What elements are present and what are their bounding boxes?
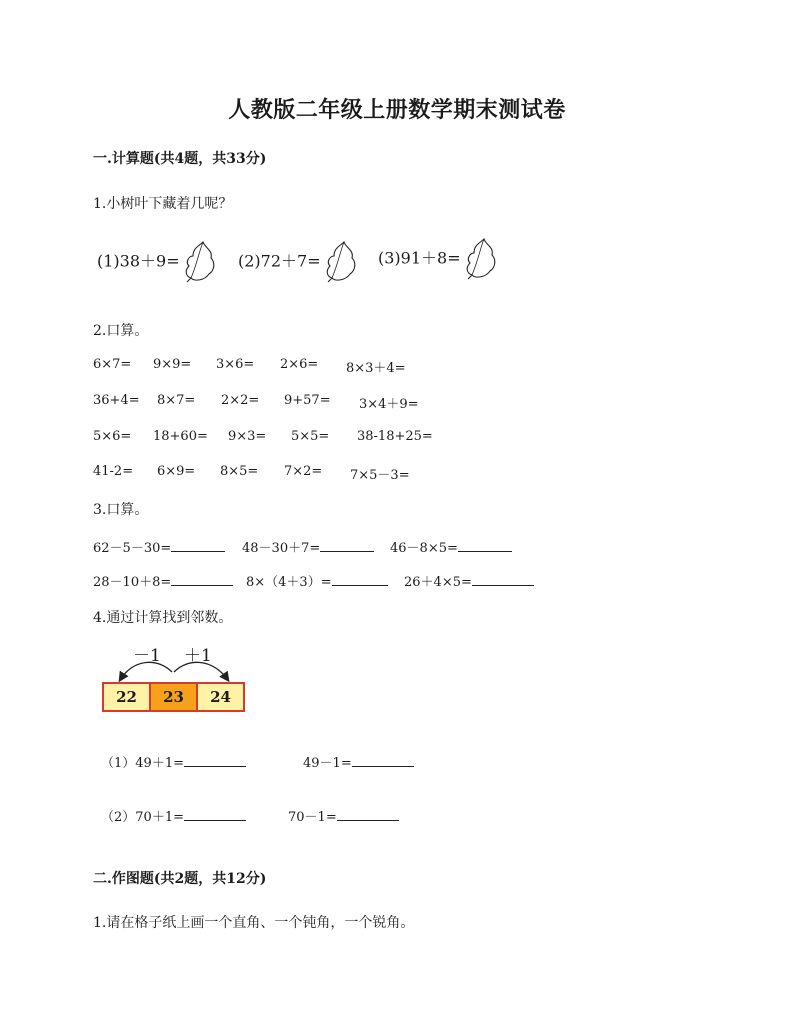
- fill-blank-item: [390, 537, 512, 556]
- fill-blank-expression: 26＋4×5=: [404, 575, 472, 590]
- oral-expression: 3×6=: [216, 357, 255, 372]
- question-3-prompt: 3.口算。: [93, 502, 149, 518]
- oral-expression: 2×2=: [221, 393, 260, 408]
- number-line-boxes: [102, 682, 245, 712]
- answer-blank[interactable]: [472, 573, 534, 586]
- fill-blank-item: [404, 571, 534, 590]
- oral-expression: 9+57=: [284, 393, 331, 408]
- answer-blank[interactable]: [184, 754, 246, 767]
- neighbor-expression: 70－1=: [288, 810, 337, 825]
- section-heading-calculation: 一.计算题(共4题，共33分): [93, 151, 267, 167]
- oral-expression: 9×9=: [153, 357, 192, 372]
- leaf-problem-text: (1)38＋9=: [97, 251, 180, 271]
- oral-expression: 6×9=: [157, 464, 196, 479]
- fill-blank-expression: 28－10＋8=: [93, 575, 172, 590]
- oral-expression: 7×2=: [284, 464, 323, 479]
- fill-blank-expression: 46－8×5=: [390, 541, 458, 556]
- oral-expression: 36+4=: [93, 393, 140, 408]
- leaf-problem-1: [97, 240, 217, 284]
- leaf-problem-text: (2)72＋7=: [238, 251, 321, 271]
- neighbor-item: [101, 752, 246, 771]
- neighbor-arrows: [100, 656, 250, 684]
- neighbor-expression: 49－1=: [303, 756, 352, 771]
- number-cell-right: 24: [196, 684, 243, 710]
- answer-blank[interactable]: [337, 808, 399, 821]
- answer-blank[interactable]: [320, 539, 374, 552]
- fill-blank-expression: 8×（4＋3）=: [246, 575, 332, 590]
- oral-expression: 8×3＋4=: [346, 361, 406, 376]
- neighbor-item: [101, 806, 246, 825]
- answer-blank[interactable]: [184, 808, 246, 821]
- answer-blank[interactable]: [458, 539, 512, 552]
- oral-expression: 3×4＋9=: [359, 397, 419, 412]
- fill-blank-expression: 62－5－30=: [93, 541, 172, 556]
- oral-expression: 8×7=: [157, 393, 196, 408]
- minus-one-label: －1: [133, 646, 161, 666]
- question-5-prompt: 1.请在格子纸上画一个直角、一个钝角，一个锐角。: [93, 915, 415, 931]
- fill-blank-item: [242, 537, 374, 556]
- leaf-icon: [183, 240, 217, 284]
- question-1-prompt: 1.小树叶下藏着几呢？: [93, 196, 233, 212]
- answer-blank[interactable]: [171, 573, 233, 586]
- neighbor-item: [303, 752, 414, 771]
- oral-expression: 18+60=: [153, 429, 208, 444]
- oral-expression: 5×5=: [291, 429, 330, 444]
- oral-expression: 5×6=: [93, 429, 132, 444]
- leaf-icon: [464, 237, 498, 281]
- oral-expression: 2×6=: [280, 357, 319, 372]
- answer-blank[interactable]: [352, 754, 414, 767]
- fill-blank-item: [246, 571, 388, 590]
- leaf-icon: [324, 240, 358, 284]
- oral-expression: 41-2=: [93, 464, 134, 479]
- arrow-left-icon: [120, 662, 172, 680]
- question-2-prompt: 2.口算。: [93, 323, 149, 339]
- number-cell-center: 23: [149, 684, 196, 710]
- arrow-right-icon: [174, 662, 228, 680]
- answer-blank[interactable]: [171, 539, 225, 552]
- oral-expression: 8×5=: [220, 464, 259, 479]
- plus-one-label: ＋1: [184, 646, 212, 666]
- fill-blank-item: [93, 537, 225, 556]
- oral-expression: 7×5－3=: [350, 468, 410, 483]
- leaf-problem-text: (3)91＋8=: [378, 248, 461, 268]
- neighbor-expression: （2）70＋1=: [101, 810, 184, 825]
- oral-expression: 6×7=: [93, 357, 132, 372]
- neighbor-expression: （1）49＋1=: [101, 756, 184, 771]
- answer-blank[interactable]: [332, 573, 388, 586]
- leaf-problem-2: [238, 240, 358, 284]
- neighbor-item: [288, 806, 399, 825]
- number-cell-left: 22: [104, 684, 149, 710]
- question-4-prompt: 4.通过计算找到邻数。: [93, 610, 233, 626]
- section-heading-drawing: 二.作图题(共2题，共12分): [93, 871, 267, 887]
- fill-blank-expression: 48－30＋7=: [242, 541, 321, 556]
- fill-blank-item: [93, 571, 233, 590]
- page-title: 人教版二年级上册数学期末测试卷: [228, 97, 566, 123]
- oral-expression: 9×3=: [228, 429, 267, 444]
- leaf-problem-3: [378, 237, 498, 281]
- oral-expression: 38-18+25=: [357, 429, 433, 444]
